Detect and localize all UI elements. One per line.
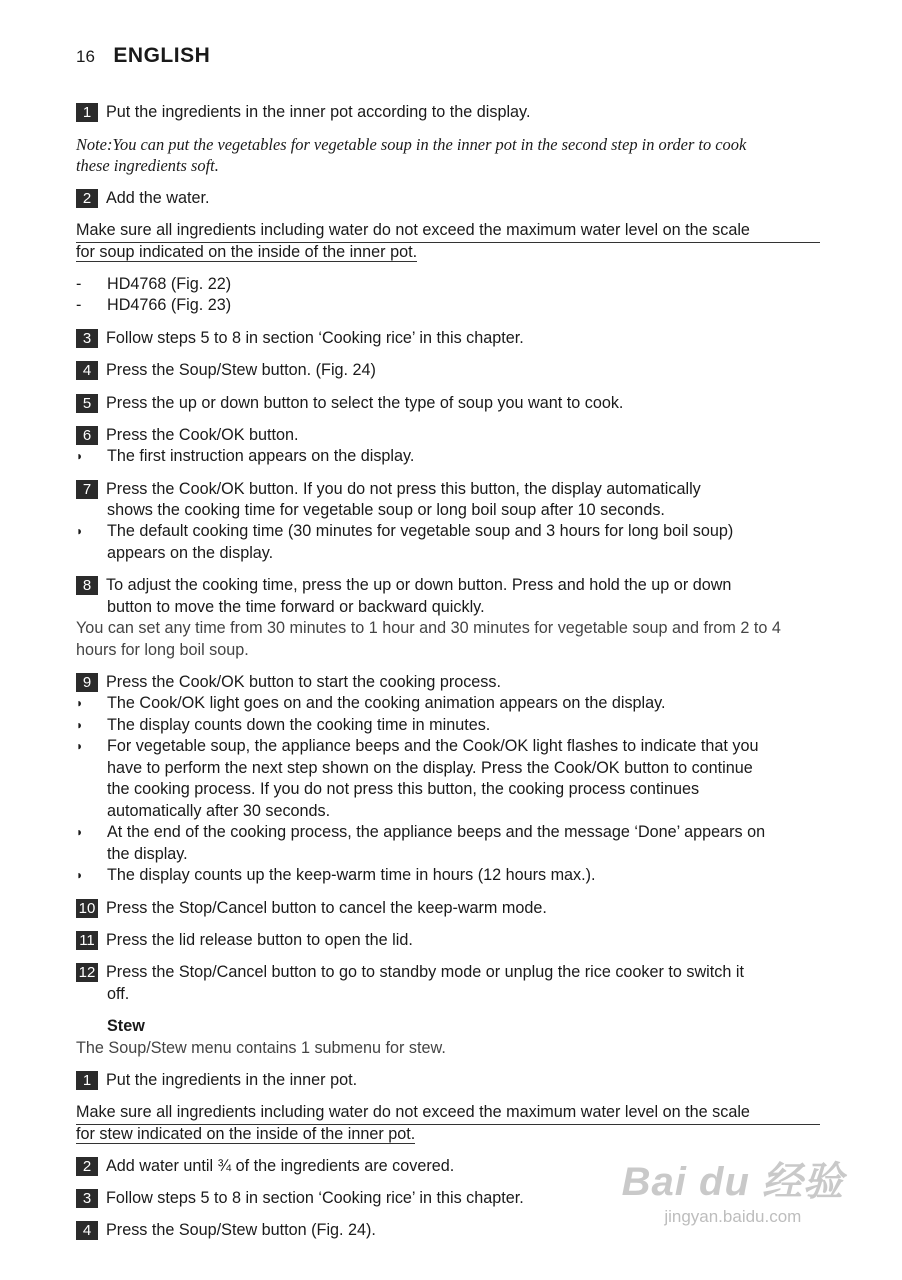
step-text-cont: button to move the time forward or backward quickly. [107,598,485,616]
step-text: Press the Stop/Cancel button to cancel the keep-warm mode. [106,899,547,917]
bullet-icon: ◗ [76,718,84,732]
step-number: 4 [76,361,98,380]
step-number: 11 [76,931,98,950]
bullet-icon: ◗ [76,868,84,882]
soup-step-5 [76,393,623,414]
step-text: Press the up or down button to select the type of soup you want to cook. [106,394,624,412]
soup-step-11 [76,930,413,951]
stew-warning-line-1: Make sure all ingredients including water do not exceed the maximum water level on the scale [76,1102,820,1125]
result-text: The display counts down the cooking time in minutes. [107,716,491,734]
model-hd4768: HD4768 (Fig. 22) [107,275,232,293]
result-text-cont: the cooking process. If you do not press this button, the cooking process continues [107,780,700,798]
bullet-icon: ◗ [76,449,84,463]
step-text: Follow steps 5 to 8 in section ‘Cooking rice’ in this chapter. [106,1189,524,1207]
stew-step-2 [76,1156,454,1177]
result-text: The first instruction appears on the display. [107,447,415,465]
soup-step-9 [76,672,501,693]
step-number: 2 [76,189,98,208]
page-header [76,44,210,68]
step-text: Put the ingredients in the inner pot. [106,1071,358,1089]
stew-intro: The Soup/Stew menu contains 1 submenu for stew. [76,1039,446,1057]
step-text: Press the Soup/Stew button (Fig. 24). [106,1221,376,1239]
step-text: Press the Soup/Stew button. (Fig. 24) [106,361,376,379]
step-text: To adjust the cooking time, press the up or down button. Press and hold the up or down [106,576,732,594]
step-text: Add water until ¾ of the ingredients are covered. [106,1157,455,1175]
model-hd4766: HD4766 (Fig. 23) [107,296,232,314]
result-text: The Cook/OK light goes on and the cooking animation appears on the display. [107,694,666,712]
step-number: 12 [76,963,98,982]
result-text-cont: have to perform the next step shown on the display. Press the Cook/OK button to continue [107,759,753,777]
step-number: 8 [76,576,98,595]
step-text: Press the Cook/OK button. If you do not press this button, the display automatically [106,480,701,498]
step-text: Add the water. [106,189,210,207]
watermark-brand: Bai du 经验 [621,1160,844,1204]
soup-step-10 [76,898,547,919]
soup-step-3 [76,328,524,349]
info-line-2: hours for long boil soup. [76,641,249,659]
step-number: 6 [76,426,98,445]
step-text-cont: shows the cooking time for vegetable soup or long boil soup after 10 seconds. [107,501,665,519]
note-line-1: Note:You can put the vegetables for vegetable soup in the inner pot in the second step in order to cook [76,135,747,154]
stew-heading: Stew [107,1017,145,1035]
step-number: 9 [76,673,98,692]
result-text: The display counts up the keep-warm time in hours (12 hours max.). [107,866,596,884]
soup-step-12 [76,962,744,983]
bullet-icon: ◗ [76,739,84,753]
result-text-cont: appears on the display. [107,544,274,562]
info-line-1: You can set any time from 30 minutes to 1 hour and 30 minutes for vegetable soup and from 2 to 4 [76,619,781,637]
result-text-cont: automatically after 30 seconds. [107,802,331,820]
page-number: 16 [76,47,95,66]
dash-mark: - [76,296,82,314]
stew-step-3 [76,1188,524,1209]
step-text: Press the Cook/OK button to start the cooking process. [106,673,501,691]
stew-step-4 [76,1220,376,1241]
watermark-url: jingyan.baidu.com [664,1207,802,1226]
bullet-icon: ◗ [76,825,84,839]
result-text-cont: the display. [107,845,188,863]
step-text: Follow steps 5 to 8 in section ‘Cooking rice’ in this chapter. [106,329,524,347]
step-text: Press the lid release button to open the lid. [106,931,413,949]
result-text: At the end of the cooking process, the appliance beeps and the message ‘Done’ appears on [107,823,766,841]
step-text-cont: off. [107,985,130,1003]
bullet-icon: ◗ [76,524,84,538]
result-text: The default cooking time (30 minutes for vegetable soup and 3 hours for long boil soup) [107,522,734,540]
soup-step-1 [76,102,530,123]
step-number: 1 [76,103,98,122]
stew-warning-line-2: for stew indicated on the inside of the inner pot. [76,1125,416,1143]
dash-mark: - [76,275,82,293]
step-text: Press the Cook/OK button. [106,426,299,444]
step-text: Press the Stop/Cancel button to go to standby mode or unplug the rice cooker to switch it [106,963,744,981]
soup-warning-line-1: Make sure all ingredients including water do not exceed the maximum water level on the scale [76,220,820,243]
step-number: 2 [76,1157,98,1176]
bullet-icon: ◗ [76,696,84,710]
soup-step-7 [76,479,701,500]
step-number: 10 [76,899,98,918]
soup-step-8 [76,575,731,596]
baidu-watermark [622,1150,844,1227]
soup-step-6 [76,425,299,446]
note-line-2: these ingredients soft. [76,156,219,175]
soup-step-2 [76,188,210,209]
step-number: 3 [76,329,98,348]
soup-warning-line-2: for soup indicated on the inside of the inner pot. [76,243,418,261]
step-number: 5 [76,394,98,413]
step-number: 7 [76,480,98,499]
stew-step-1 [76,1070,357,1091]
page-title: ENGLISH [113,44,211,67]
step-number: 1 [76,1071,98,1090]
step-number: 3 [76,1189,98,1208]
result-text: For vegetable soup, the appliance beeps and the Cook/OK light flashes to indicate that you [107,737,759,755]
soup-step-4 [76,360,376,381]
step-text: Put the ingredients in the inner pot according to the display. [106,103,531,121]
step-number: 4 [76,1221,98,1240]
